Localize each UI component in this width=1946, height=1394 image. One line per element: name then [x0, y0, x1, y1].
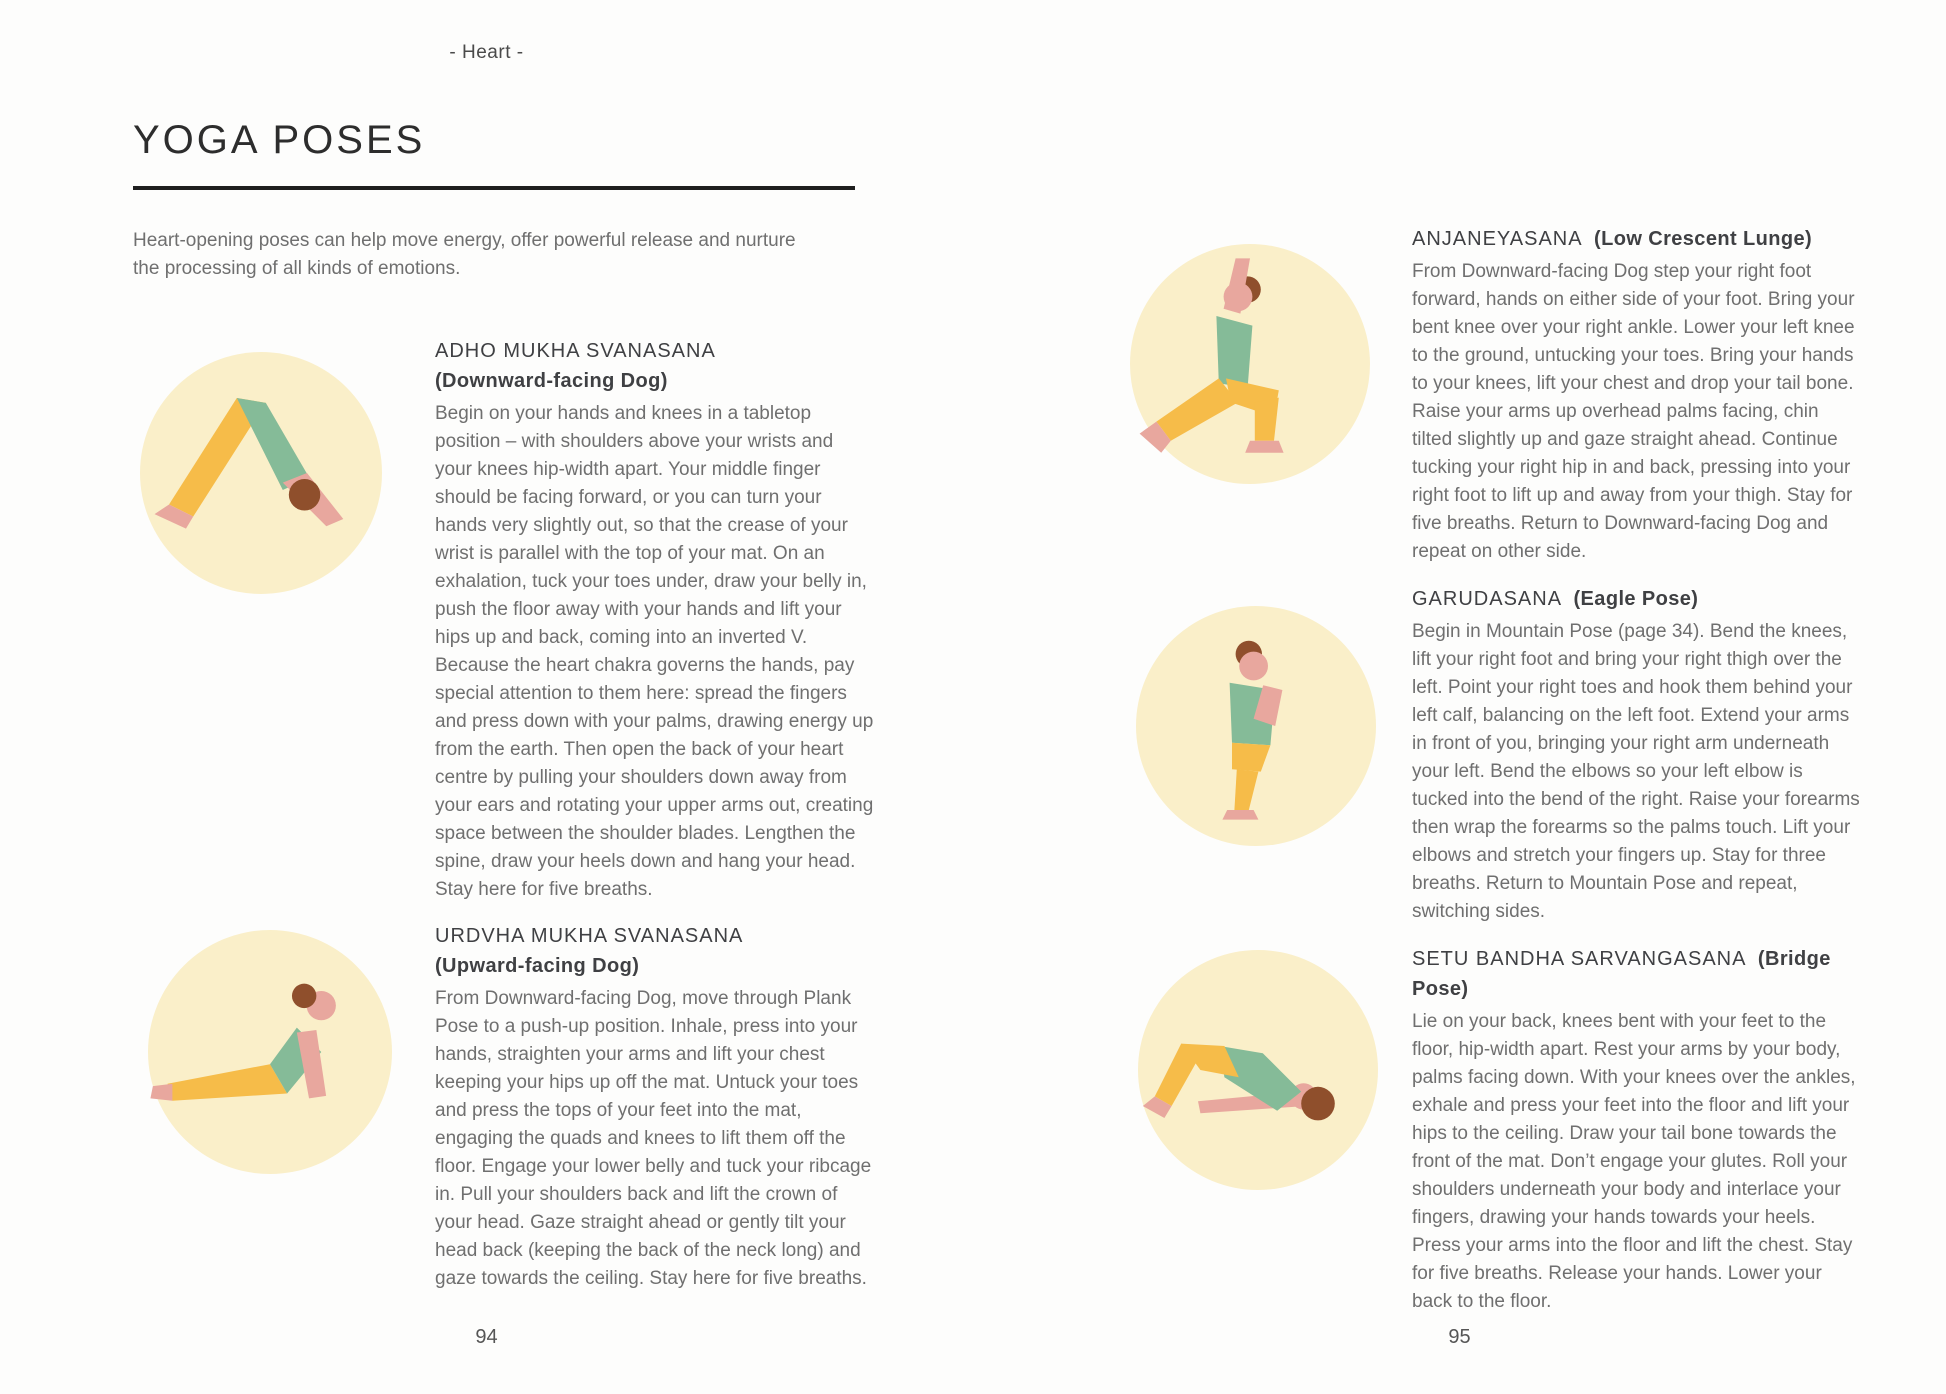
downward-facing-dog-icon [140, 352, 382, 594]
page-title: YOGA POSES [133, 118, 426, 162]
bridge-pose-illustration [1138, 950, 1378, 1190]
pose-description: From Downward-facing Dog, move through Plank Pose to a push-up position. Inhale, press into your hands, straighten your arms and lift your chest keeping your hips up off the mat. Untuck your toes and press the tops of your feet into the mat, engaging the quads and knees to lift them off the floor. Engage your lower belly and tuck your ribcage in. Pull your shoulders back and lift the crown of your head. Gaze straight ahead or gently tilt your head back (keeping the back of the neck long) and gaze towards the ceiling. Stay here for five breaths. [435, 988, 872, 1289]
pose-subtitle: (Bridge Pose) [1412, 948, 1831, 1000]
pose-heading [1412, 584, 1862, 614]
pose-name: GARUDASANA [1412, 588, 1561, 610]
pose-heading [435, 921, 875, 981]
page-number-right: 95 [1448, 1326, 1471, 1348]
pose-description: Begin on your hands and knees in a tabletop position – with shoulders above your wrists and your knees hip-width apart. Your middle finger should be facing forward, or you can turn your hands very slightly out, so that the crease of your wrist is parallel with the top of your mat. On an exhalation, tuck your toes under, draw your belly in, push the floor away with your hands and lift your hips up and back, coming into an inverted V. Because the heart chakra governs the hands, pay special attention to them here: spread the fingers and press down with your palms, drawing energy up from the earth. Then open the back of your heart centre by pulling your shoulders down away from your ears and rotating your upper arms out, creating space between the shoulder blades. Lengthen the spine, draw your heels down and hang your head. Stay here for five breaths. [435, 403, 874, 900]
pose-section [1412, 944, 1867, 1316]
pose-description: Begin in Mountain Pose (page 34). Bend the knees, lift your right foot and bring your right thigh over the left. Point your right toes and hook them behind your left calf, balancing on the left foot. Extend your arms in front of you, bringing your right arm underneath your left. Bend the elbows so your left elbow is tucked into the bend of the right. Raise your forearms then wrap the forearms so the palms touch. Lift your elbows and stretch your fingers up. Stay for three breaths. Return to Mountain Pose and repeat, switching sides. [1412, 621, 1860, 922]
pose-heading [435, 336, 875, 396]
pose-section [1412, 584, 1862, 926]
pose-description: From Downward-facing Dog step your right foot forward, hands on either side of your foot. Bring your bent knee over your right ankle. Lower your left knee to the ground, untucking your toes. Bring your hands to your knees, lift your chest and drop your tail bone. Raise your arms up overhead palms facing, chin tilted slightly up and gaze straight ahead. Continue tucking your right hip in and back, pressing into your right foot to lift up and away from your thigh. Stay for five breaths. Return to Downward-facing Dog and repeat on other side. [1412, 261, 1855, 562]
eagle-pose-illustration [1136, 606, 1376, 846]
pose-name: ADHO MUKHA SVANASANA [435, 340, 716, 362]
pose-heading [1412, 224, 1862, 254]
title-rule [133, 186, 855, 190]
pose-name: ANJANEYASANA [1412, 228, 1582, 250]
intro-text: Heart-opening poses can help move energy, offer powerful release and nurture the processing of all kinds of emotions. [133, 230, 796, 279]
pose-subtitle: (Upward-facing Dog) [435, 955, 640, 977]
pose-name: URDVHA MUKHA SVANASANA [435, 925, 744, 947]
pose-subtitle: (Low Crescent Lunge) [1594, 228, 1813, 250]
running-head: - Heart - [449, 42, 524, 63]
pose-section [1412, 224, 1862, 566]
upward-facing-dog-icon [148, 930, 392, 1174]
upward-facing-dog-illustration [148, 930, 392, 1174]
downward-facing-dog-illustration [140, 352, 382, 594]
pose-section [435, 336, 875, 904]
pose-subtitle: (Eagle Pose) [1573, 588, 1699, 610]
page-number-left: 94 [475, 1326, 498, 1348]
pose-section [435, 921, 875, 1293]
pose-name: SETU BANDHA SARVANGASANA [1412, 948, 1746, 970]
pose-subtitle: (Downward-facing Dog) [435, 370, 668, 392]
low-crescent-lunge-illustration [1130, 244, 1370, 484]
pose-heading [1412, 944, 1867, 1004]
eagle-pose-icon [1136, 606, 1376, 846]
bridge-pose-icon [1138, 950, 1378, 1190]
pose-description: Lie on your back, knees bent with your feet to the floor, hip-width apart. Rest your arms by your body, palms facing down. With your knees over the ankles, exhale and press your feet into the floor and lift your hips to the ceiling. Draw your tail bone towards the front of the mat. Don’t engage your glutes. Roll your shoulders underneath your body and interlace your fingers, drawing your hands towards your heels. Press your arms into the floor and lift the chest. Stay for five breaths. Release your hands. Lower your back to the floor. [1412, 1011, 1856, 1312]
low-crescent-lunge-icon [1130, 244, 1370, 484]
